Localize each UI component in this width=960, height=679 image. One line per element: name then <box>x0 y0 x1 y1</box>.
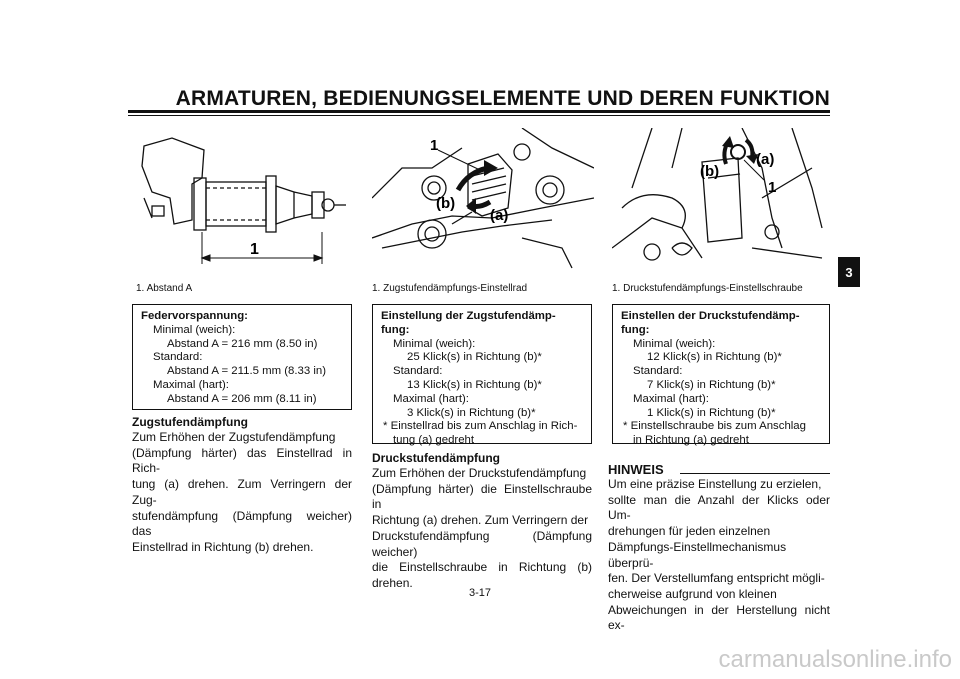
body-line: die Einstellschraube in Richtung (b) drehen. <box>372 560 592 590</box>
spec-line: Maximal (hart): <box>633 392 709 405</box>
spec-value: 3 Klick(s) in Richtung (b)* <box>407 406 536 419</box>
spec-line: Minimal (weich): <box>153 323 236 336</box>
body-line: Druckstufendämpfung (Dämpfung weicher) <box>372 528 592 559</box>
spec-line: Standard: <box>153 351 203 364</box>
body-line: Um eine präzise Einstellung zu erzielen, <box>608 477 822 491</box>
spec-line: Maximal (hart): <box>393 392 469 405</box>
shock-absorber-drawing <box>132 128 354 276</box>
body-line: (Dämpfung härter) die Einstellschraube in <box>372 481 592 512</box>
spec-line: Maximal (hart): <box>153 378 229 391</box>
section-heading-compression: Druckstufendämpfung <box>372 451 501 465</box>
figure-callout: (b) <box>700 163 720 180</box>
page-title: ARMATUREN, BEDIENUNGSELEMENTE UND DEREN FUNKTION <box>175 87 830 110</box>
note-rule <box>680 473 830 474</box>
body-line: (Dämpfung härter) das Einstellrad in Rich- <box>132 445 352 476</box>
body-line: Richtung (a) drehen. Zum Verringern der <box>372 513 589 528</box>
figure-caption: 1. Druckstufendämpfungs-Einstellschraube <box>612 283 803 294</box>
spec-value: 7 Klick(s) in Richtung (b)* <box>647 378 776 391</box>
note-heading: HINWEIS <box>608 462 664 477</box>
spec-line: Minimal (weich): <box>393 337 476 350</box>
body-line: cherweise aufgrund von kleinen <box>608 586 777 601</box>
body-line: Zum Erhöhen der Druckstufendämpfung <box>372 466 587 480</box>
body-line: tung (a) drehen. Zum Verringern der Zug- <box>132 477 352 507</box>
figure-callout: (a) <box>756 151 775 168</box>
section-body-compression <box>372 466 592 592</box>
spec-box-compression <box>612 304 830 447</box>
spec-heading: Einstellung der Zugstufendämp- <box>381 310 556 322</box>
spec-heading: Einstellen der Druckstufendämp- <box>621 310 800 322</box>
body-line: Einstellrad in Richtung (b) drehen. <box>132 539 314 554</box>
watermark: carmanualsonline.info <box>718 646 952 673</box>
spec-line: Minimal (weich): <box>633 337 716 350</box>
compression-adjuster-drawing <box>612 128 832 276</box>
chapter-tab: 3 <box>838 257 860 287</box>
body-line: sollte man die Anzahl der Klicks oder Um- <box>608 492 830 523</box>
spec-value: Abstand A = 206 mm (8.11 in) <box>167 392 317 405</box>
note-body <box>608 477 830 634</box>
rebound-adjuster-drawing <box>372 128 594 276</box>
body-line: Abweichungen in der Herstellung nicht ex- <box>608 602 830 633</box>
page-number: 3-17 <box>468 587 492 599</box>
body-line: Dämpfungs-Einstellmechanismus überprü- <box>608 539 787 570</box>
spec-box-spring-preload <box>132 304 352 410</box>
body-line: Zum Erhöhen der Zugstufendämpfung <box>132 430 336 444</box>
spec-value: Abstand A = 211.5 mm (8.33 in) <box>167 365 327 378</box>
spec-line: Standard: <box>393 365 443 378</box>
spec-note: * Einstellschraube bis zum Anschlag <box>623 420 806 433</box>
spec-heading: Federvorspannung: <box>141 310 248 322</box>
spec-heading: fung: <box>621 323 650 336</box>
figure-callout: 1 <box>430 137 439 154</box>
spec-heading: fung: <box>381 323 410 336</box>
spec-value: 1 Klick(s) in Richtung (b)* <box>647 406 776 419</box>
spec-note: * Einstellrad bis zum Anschlag in Rich- <box>383 420 578 433</box>
figure-callout: (a) <box>490 207 509 224</box>
section-body-rebound <box>132 430 352 556</box>
spec-value: 13 Klick(s) in Richtung (b)* <box>407 378 542 391</box>
figure-caption: 1. Abstand A <box>136 283 193 294</box>
body-line: fen. Der Verstellumfang entspricht mögli- <box>608 571 825 586</box>
section-heading-rebound: Zugstufendämpfung <box>132 415 248 429</box>
body-line: stufendämpfung (Dämpfung weicher) das <box>132 508 352 539</box>
spec-box-rebound <box>372 304 592 447</box>
spec-value: 12 Klick(s) in Richtung (b)* <box>647 351 782 364</box>
figure-caption: 1. Zugstufendämpfungs-Einstellrad <box>372 283 528 294</box>
body-line: drehungen für jeden einzelnen <box>608 524 771 539</box>
header-rule <box>128 110 830 113</box>
figure-callout: 1 <box>768 179 777 196</box>
spec-note: in Richtung (a) gedreht <box>633 434 749 447</box>
spec-value: Abstand A = 216 mm (8.50 in) <box>167 337 318 350</box>
figure-callout: 1 <box>250 241 259 258</box>
spec-value: 25 Klick(s) in Richtung (b)* <box>407 351 542 364</box>
spec-line: Standard: <box>633 365 683 378</box>
figure-rebound-adjuster <box>372 128 594 276</box>
spec-note: tung (a) gedreht <box>393 434 475 447</box>
figure-callout: (b) <box>436 195 456 212</box>
header-rule-thin <box>128 115 830 116</box>
figure-compression-adjuster <box>612 128 832 276</box>
figure-spring-preload <box>132 128 354 276</box>
